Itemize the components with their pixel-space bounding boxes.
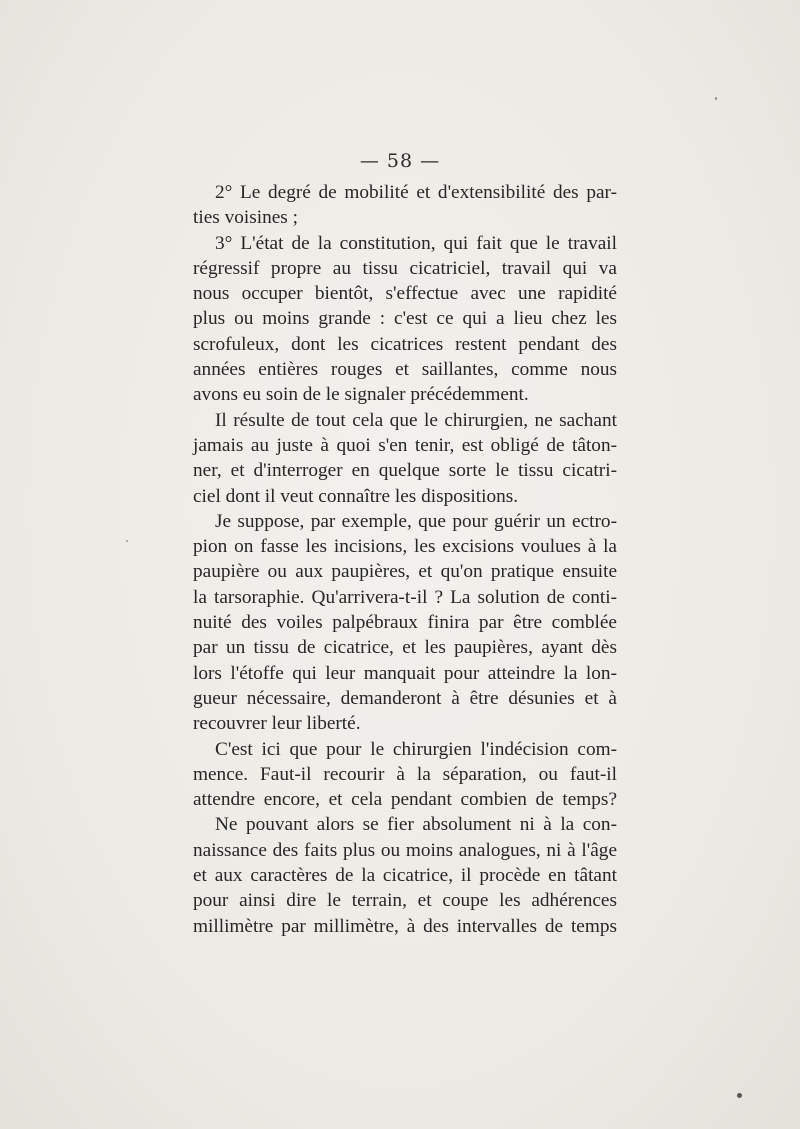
text-line: scrofuleux, dont les cicatrices restent pendant des: [193, 333, 617, 355]
text-line: ner, et d'interroger en quelque sorte le tissu cicatri-: [193, 460, 617, 482]
text-line: pour ainsi dire le terrain, et coupe les adhérences: [193, 890, 617, 912]
text-line: années entières rouges et saillantes, comme nous: [193, 359, 617, 381]
text-line: pion on fasse les incisions, les excisions voulues à la: [193, 536, 617, 558]
text-line: 2° Le degré de mobilité et d'extensibilité des par-: [215, 182, 617, 203]
text-line: ciel dont il veut connaître les dispositions.: [193, 485, 519, 507]
text-line: Je suppose, par exemple, que pour guérir un ectro-: [215, 510, 617, 532]
text-line: millimètre par millimètre, à des intervalles de temps: [193, 915, 617, 937]
page-number: — 58 —: [359, 150, 441, 172]
text-line: par un tissu de cicatrice, et les paupières, ayant dès: [193, 637, 617, 659]
text-line: Il résulte de tout cela que le chirurgien, ne sachant: [215, 409, 617, 431]
text-line: lors l'étoffe qui leur manquait pour atteindre la lon-: [193, 662, 617, 684]
body-text: [193, 180, 617, 939]
text-line: régressif propre au tissu cicatriciel, travail qui va: [193, 257, 617, 279]
text-line: jamais au juste à quoi s'en tenir, est obligé de tâton-: [193, 434, 617, 456]
text-line: nuité des voiles palpébraux finira par être comblée: [193, 612, 617, 634]
paper-speck: [126, 540, 128, 542]
text-line: la tarsoraphie. Qu'arrivera-t-il ? La solution de conti-: [193, 586, 617, 608]
text-line: Ne pouvant alors se fier absolument ni à la con-: [215, 814, 617, 836]
text-line: gueur nécessaire, demanderont à être désunies et à: [193, 687, 617, 709]
text-line: avons eu soin de le signaler précédemment.: [193, 384, 529, 406]
text-line: recouvrer leur liberté.: [193, 713, 361, 735]
text-line: 3° L'état de la constitution, qui fait que le travail: [215, 232, 617, 254]
paper-speck: [737, 1093, 742, 1098]
text-line: et aux caractères de la cicatrice, il procède en tâtant: [193, 865, 617, 887]
text-line: C'est ici que pour le chirurgien l'indécision com-: [215, 738, 617, 760]
text-line: plus ou moins grande : c'est ce qui a lieu chez les: [193, 308, 617, 330]
text-line: ties voisines ;: [193, 207, 298, 229]
text-line: nous occuper bientôt, s'effectue avec une rapidité: [193, 283, 617, 305]
text-line: naissance des faits plus ou moins analogues, ni à l'âge: [193, 839, 617, 861]
text-line: paupière ou aux paupières, et qu'on pratique ensuite: [193, 561, 617, 583]
text-line: mence. Faut-il recourir à la séparation, ou faut-il: [193, 763, 617, 785]
paper-speck: [715, 97, 717, 100]
text-line: attendre encore, et cela pendant combien de temps?: [193, 789, 617, 811]
